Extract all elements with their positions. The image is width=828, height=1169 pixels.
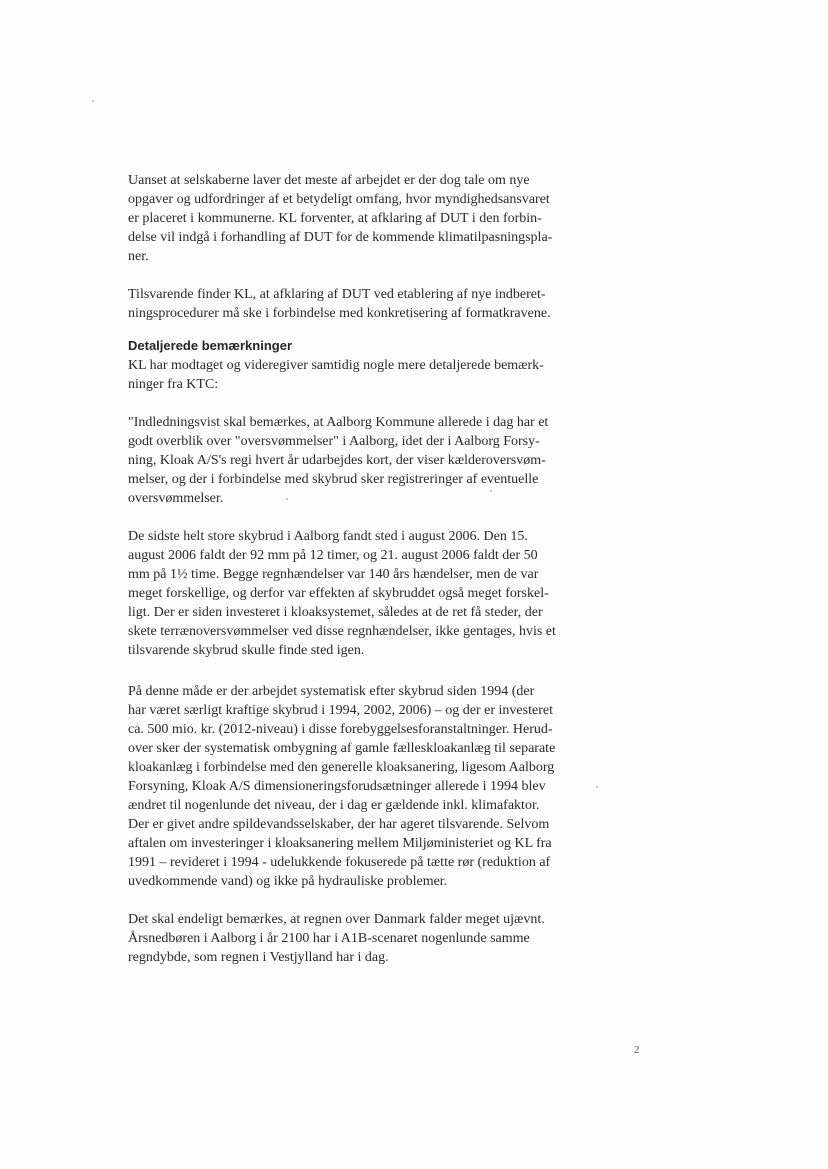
paragraph-text: Tilsvarende finder KL, at afklaring af DUT ved etablering af nye indberet- ningsprocedurer må ske i forbindelse med konkretisering af formatkravene.: [128, 287, 551, 321]
intro-paragraph-1: [128, 171, 598, 266]
quote-paragraph: [128, 413, 598, 508]
paragraph-text: På denne måde er der arbejdet systematisk efter skybrud siden 1994 (der har været særligt kraftige skybrud i 1994, 2002, 2006) – og der er investeret ca. 500 mio. kr. (2012-niveau) i disse forebyggelsesforanstaltninger. Herud- over sker der systematisk ombygning af gamle fælleskloakanlæg til separate kloakanlæg i forbindelse med den generelle kloaksanering, ligesom Aalborg Forsyning, Kloak A/S dimensioneringsforudsætninger allerede i 1994 blev ændret til nogenlunde det niveau, der i dag er gældende inkl. klimafaktor. Der er givet andre spildevandsselskaber, der har ageret tilsvarende. Selvom aftalen om investeringer i kloaksanering mellem Miljøministeriet og KL fra 1991 – revideret i 1994 - udelukkende fokuserede på tætte rør (reduktion af uvedkommende vand) og ikke på hydrauliske problemer.: [128, 684, 556, 889]
scan-speck: [596, 786, 598, 788]
paragraph-text: "Indledningsvist skal bemærkes, at Aalborg Kommune allerede i dag har et godt overblik over "oversvømmelser" i Aalborg, idet der i Aalborg Forsy- ning, Kloak A/S's regi hvert år udarbejdes kort, der viser kælderoversvøm- melser, og der i forbindelse med skybrud sker registreringer af eventuelle oversvømmelser.: [128, 415, 549, 506]
section-paragraph-1: [128, 356, 598, 394]
paragraph-text: Det skal endeligt bemærkes, at regnen over Danmark falder meget ujævnt. Årsnedbøren i Aalborg i år 2100 har i A1B-scenaret nogenlunde samme regndybde, som regnen i Vestjylland har i dag.: [128, 912, 545, 965]
section-heading: Detaljerede bemærkninger: [128, 338, 293, 353]
paragraph-text: Uanset at selskaberne laver det meste af arbejdet er der dog tale om nye opgaver og udfordringer af et betydeligt omfang, hvor myndighedsansvaret er placeret i kommunerne. KL forventer, at afklaring af DUT i den forbin- delse vil indgå i forhandling af DUT for de kommende klimatilpasningspla- ner.: [128, 173, 553, 264]
investment-paragraph: [128, 682, 598, 891]
scan-speck: [286, 498, 288, 500]
scan-speck: [92, 100, 94, 102]
paragraph-text: De sidste helt store skybrud i Aalborg fandt sted i august 2006. Den 15. august 2006 faldt der 92 mm på 12 timer, og 21. august 2006 faldt der 50 mm på 1½ time. Begge regnhændelser var 140 års hændelser, men de var meget forskellige, og derfor var effekten af skybruddet også meget forskel- ligt. Der er siden investeret i kloaksystemet, således at de ret få steder, der skete terrænoversvømmelser ved disse regnhændelser, ikke gentages, hvis et tilsvarende skybrud skulle finde sted igen.: [128, 529, 556, 658]
closing-paragraph: [128, 910, 598, 967]
page-number: 2: [634, 1044, 640, 1056]
scan-speck: [490, 490, 492, 492]
paragraph-text: KL har modtaget og videregiver samtidig nogle mere detaljerede bemærk- ninger fra KTC:: [128, 358, 544, 392]
intro-paragraph-2: [128, 285, 598, 323]
skybrud-paragraph: [128, 527, 598, 660]
